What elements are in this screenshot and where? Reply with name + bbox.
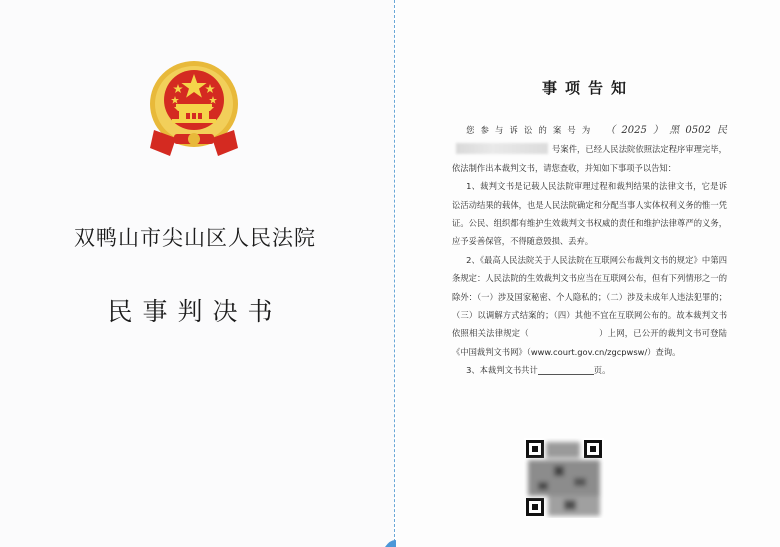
- redacted-block: [456, 143, 548, 154]
- qr-code-icon: [524, 438, 604, 518]
- case-number-line: [452, 121, 727, 177]
- page-count-blank: [538, 364, 594, 375]
- item2-gap: [529, 328, 599, 338]
- court-name: 双鸭山市尖山区人民法院: [74, 226, 316, 250]
- document-title: 民事判决书: [107, 297, 283, 326]
- case-suffix: 号: [552, 144, 561, 155]
- notice-item-3: [452, 361, 727, 379]
- national-emblem-icon: [146, 58, 242, 162]
- notice-item-2: [452, 251, 727, 361]
- item3-suffix: 页。: [593, 365, 611, 376]
- fold-line: [394, 0, 395, 547]
- item3-prefix: 3、本裁判文书共计: [466, 365, 538, 376]
- case-prefix: 您参与诉讼的案号为: [466, 125, 597, 135]
- intro-text: 案件，已经人民法院依照法定程序审理完毕，依法制作出本裁判文书，请您查收，并知如下事项予以告知：: [452, 144, 727, 173]
- notice-item-1: 1、裁判文书是记载人民法院审理过程和裁判结果的法律文书，它是诉讼活动结果的载体，也是人民法院确定和分配当事人实体权利义务的惟一凭证。公民、组织都有维护生效裁判文书权威的责任和维护法律尊严的义务，应予妥善保管，不得随意毁损、丢弃。: [452, 181, 727, 247]
- item2-part1: 2、《最高人民法院关于人民法院在互联网公布裁判文书的规定》中第四条规定：人民法院的生效裁判文书应当在互联网公布，但有下列情形之一的除外：（一）涉及国家秘密、个人隐私的；（二）涉及未成年人违法犯罪的；（三）以调解方式结案的；（四）其他不宜在互联网公布的。故本裁判文书依照相关法律规定（: [452, 254, 727, 339]
- notice-title: 事项告知: [541, 79, 634, 97]
- case-number-handwritten: （2025）黑0502民: [605, 125, 728, 136]
- notice-body: [452, 121, 727, 380]
- item2-part2: ）上网，已公开的裁判文书可登陆《中国裁判文书网》（www.court.gov.cn/zgcpwsw/）查询。: [452, 328, 727, 357]
